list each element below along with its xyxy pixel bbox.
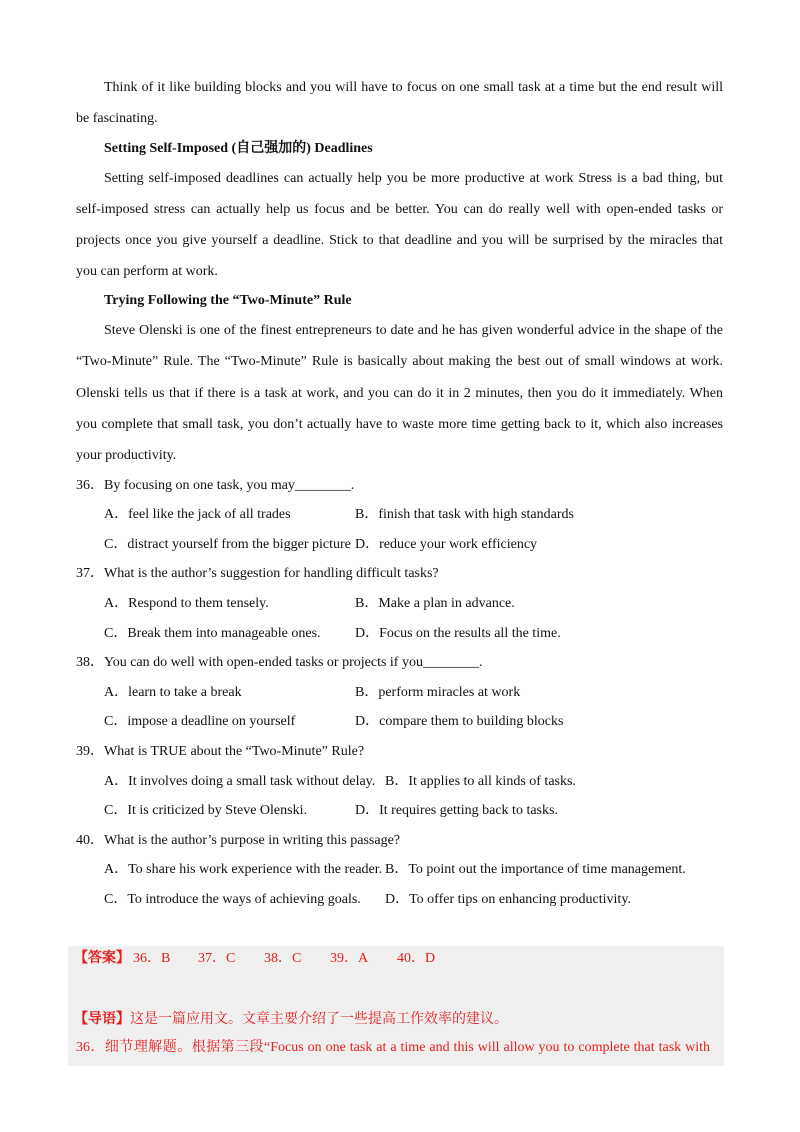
- option-a: A．learn to take a break: [104, 685, 242, 700]
- option-d: D．It requires getting back to tasks.: [355, 803, 558, 818]
- option-b: B．Make a plan in advance.: [355, 596, 515, 611]
- passage-line: [76, 201, 723, 219]
- question-stem: 37．What is the author’s suggestion for handling difficult tasks?: [76, 566, 439, 581]
- passage-line: you can perform at work.: [76, 264, 218, 279]
- guide-line: [74, 1011, 508, 1029]
- question-stem: 39．What is TRUE about the “Two-Minute” Rule?: [76, 744, 365, 759]
- explanation-line: [76, 1039, 710, 1057]
- passage-text: you complete that small task, you don’t actually have to waste more time getting back to it, which also increases: [76, 417, 723, 432]
- option-a: A．Respond to them tensely.: [104, 596, 269, 611]
- question-stem: 38．You can do well with open-ended tasks or projects if you________.: [76, 655, 483, 670]
- passage-text: “Two-Minute” Rule. The “Two-Minute” Rule is basically about making the best out of small windows at work.: [76, 354, 723, 369]
- option-b: B．finish that task with high standards: [355, 507, 574, 522]
- passage-line: be fascinating.: [76, 111, 158, 126]
- option-d: D．reduce your work efficiency: [355, 537, 538, 552]
- option-a: A．feel like the jack of all trades: [104, 507, 291, 522]
- answer-item: 38．C: [264, 951, 302, 966]
- passage-text: projects once you give yourself a deadline. Stick to that deadline and you will be surprised by the miracles that: [76, 233, 723, 248]
- option-a: A．It involves doing a small task without delay.: [104, 774, 376, 789]
- question-stem: 36．By focusing on one task, you may________.: [76, 478, 355, 493]
- passage-line: [76, 385, 723, 403]
- passage-line: [104, 170, 723, 188]
- option-d: D．To offer tips on enhancing productivity.: [385, 892, 631, 907]
- passage-text: Olenski tells us that if there is a task at work, and you can do it in 2 minutes, then you do it immediately. When: [76, 386, 723, 401]
- passage-text: self-imposed stress can actually help us focus and be better. You can do really well with open-ended tasks or: [76, 202, 723, 217]
- answer-item: 39．A: [330, 951, 369, 966]
- passage-line: [76, 416, 723, 434]
- answer-label: 【答案】: [74, 951, 130, 966]
- section-heading: Trying Following the “Two-Minute” Rule: [104, 293, 352, 308]
- option-d: D．compare them to building blocks: [355, 714, 564, 729]
- explanation-text: 36．细节理解题。根据第三段“Focus on one task at a time and this will allow you to complete that task with: [76, 1040, 710, 1055]
- passage-text: Think of it like building blocks and you will have to focus on one small task at a time but the end result will: [104, 80, 723, 95]
- option-c: C．distract yourself from the bigger picture: [104, 537, 351, 552]
- question-stem: 40．What is the author’s purpose in writing this passage?: [76, 833, 401, 848]
- option-b: B．To point out the importance of time management.: [385, 862, 686, 877]
- passage-text: Steve Olenski is one of the finest entrepreneurs to date and he has given wonderful advice in the shape of the: [104, 323, 723, 338]
- passage-text: Setting self-imposed deadlines can actually help you be more productive at work Stress is a bad thing, but: [104, 171, 723, 186]
- passage-line: [104, 79, 723, 97]
- answer-item: 36．B: [133, 951, 171, 966]
- option-c: C．impose a deadline on yourself: [104, 714, 296, 729]
- option-d: D．Focus on the results all the time.: [355, 626, 561, 641]
- guide-text: 这是一篇应用文。文章主要介绍了一些提高工作效率的建议。: [130, 1012, 508, 1027]
- answer-item: 37．C: [198, 951, 236, 966]
- option-c: C．Break them into manageable ones.: [104, 626, 321, 641]
- option-b: B．It applies to all kinds of tasks.: [385, 774, 576, 789]
- option-c: C．To introduce the ways of achieving goals.: [104, 892, 361, 907]
- section-heading: Setting Self-Imposed (自己强加的) Deadlines: [104, 141, 373, 156]
- guide-label: 【导语】: [74, 1012, 130, 1027]
- answer-item: 40．D: [397, 951, 436, 966]
- option-a: A．To share his work experience with the reader.: [104, 862, 383, 877]
- passage-line: [104, 322, 723, 340]
- passage-line: your productivity.: [76, 448, 177, 463]
- option-c: C．It is criticized by Steve Olenski.: [104, 803, 307, 818]
- option-b: B．perform miracles at work: [355, 685, 521, 700]
- passage-line: [76, 232, 723, 250]
- passage-line: [76, 353, 723, 371]
